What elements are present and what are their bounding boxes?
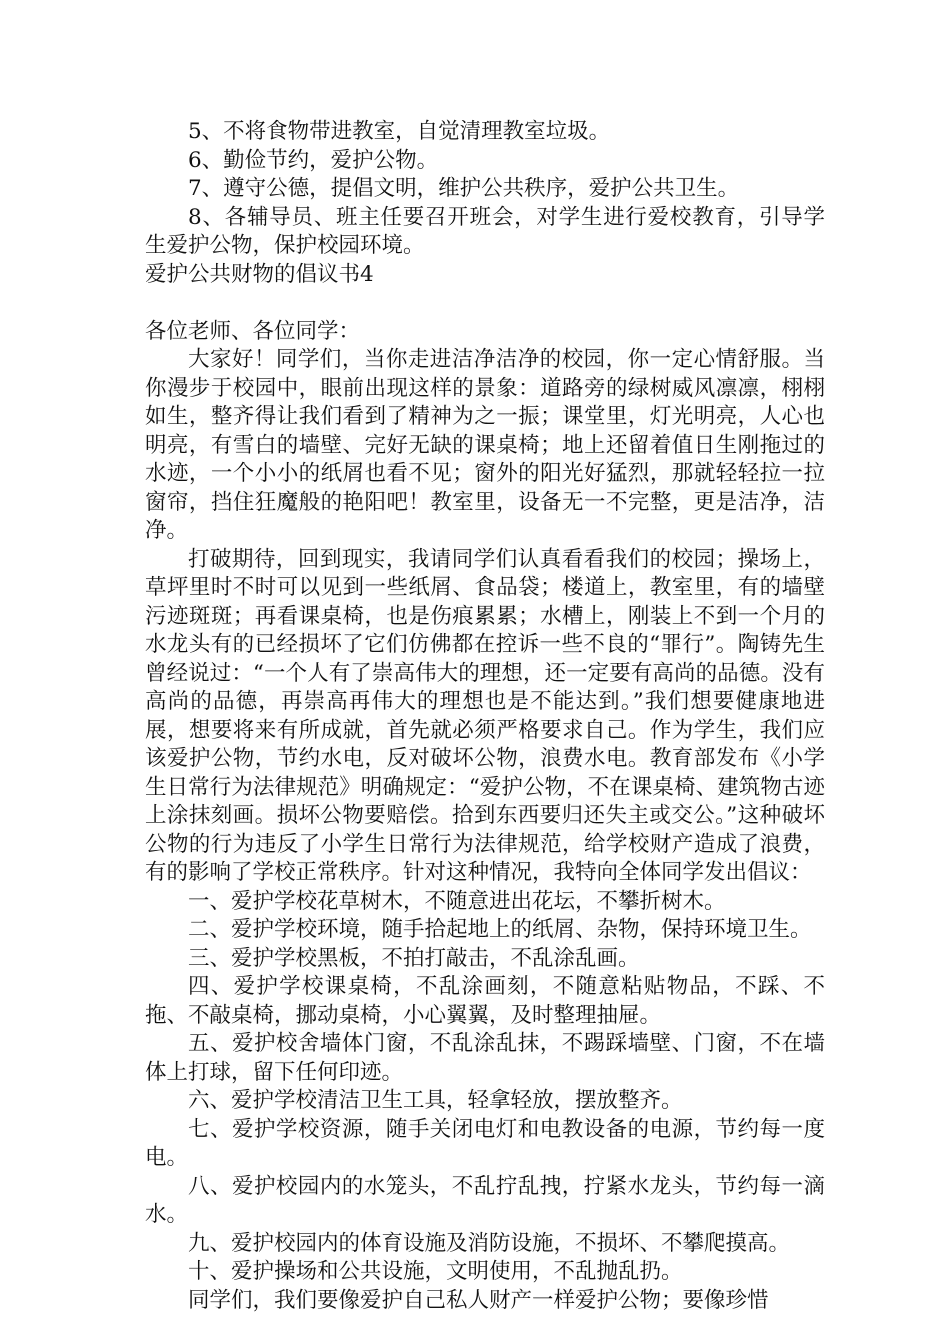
list-item: 四、爱护学校课桌椅，不乱涂画刻，不随意粘贴物品，不踩、不拖、不敲桌椅，挪动桌椅，小心翼翼，及时整理抽屉。 bbox=[145, 974, 825, 1028]
list-item: 六、爱护学校清洁卫生工具，轻拿轻放，摆放整齐。 bbox=[188, 1088, 683, 1113]
salutation: 各位老师、各位同学： bbox=[145, 318, 361, 344]
list-item: 7、遵守公德，提倡文明，维护公共秩序，爱护公共卫生。 bbox=[188, 176, 740, 201]
list-item: 五、爱护校舍墙体门窗，不乱涂乱抹，不踢踩墙壁、门窗，不在墙体上打球，留下任何印迹。 bbox=[145, 1031, 825, 1085]
list-item: 8、各辅导员、班主任要召开班会，对学生进行爱校教育，引导学生爱护公物，保护校园环境。 bbox=[145, 204, 825, 258]
list-item: 九、爱护校园内的体育设施及消防设施，不损坏、不攀爬摸高。 bbox=[188, 1230, 791, 1256]
paragraph: 大家好！同学们，当你走进洁净洁净的校园，你一定心情舒服。当你漫步于校园中，眼前出现这样的景象：道路旁的绿树威风凛凛，栩栩如生，整齐得让我们看到了精神为之一振；课堂里，灯光明亮，人心也明亮，有雪白的墙壁、完好无缺的课桌椅；地上还留着值日生刚拖过的水迹，一个小小的纸屑也看不见；窗外的阳光好猛烈，那就轻轻拉一拉窗帘，挡住狂魔般的艳阳吧！教室里，设备无一不完整，更是洁净，洁净。 bbox=[145, 347, 825, 543]
blank-line bbox=[145, 289, 825, 318]
section-title: 爱护公共财物的倡议书4 bbox=[145, 261, 374, 287]
paragraph: 同学们，我们要像爱护自己私人财产一样爱护公物；要像珍惜 bbox=[188, 1287, 769, 1313]
document-body bbox=[145, 118, 825, 1315]
list-item: 七、爱护学校资源，随手关闭电灯和电教设备的电源，节约每一度电。 bbox=[145, 1116, 825, 1170]
list-item: 八、爱护校园内的水笼头，不乱拧乱拽，拧紧水龙头，节约每一滴水。 bbox=[145, 1173, 825, 1227]
list-item: 6、勤俭节约，爱护公物。 bbox=[188, 147, 439, 173]
list-item: 十、爱护操场和公共设施，文明使用，不乱抛乱扔。 bbox=[188, 1259, 683, 1284]
list-item: 5、不将食物带进教室，自觉清理教室垃圾。 bbox=[188, 119, 611, 144]
list-item: 一、爱护学校花草树木，不随意进出花坛，不攀折树木。 bbox=[188, 888, 726, 914]
list-item: 二、爱护学校环境，随手拾起地上的纸屑、杂物，保持环境卫生。 bbox=[188, 917, 812, 942]
paragraph: 打破期待，回到现实，我请同学们认真看看我们的校园；操场上，草坪里时不时可以见到一些纸屑、食品袋；楼道上，教室里，有的墙壁污迹斑斑；再看课桌椅，也是伤痕累累；水槽上，刚装上不到一个月的水龙头有的已经损坏了它们仿佛都在控诉一些不良的“罪行”。陶铸先生曾经说过：“一个人有了崇高伟大的理想，还一定要有高尚的品德。没有高尚的品德，再崇高再伟大的理想也是不能达到。”我们想要健康地进展，想要将来有所成就，首先就必须严格要求自己。作为学生，我们应该爱护公物，节约水电，反对破坏公物，浪费水电。教育部发布《小学生日常行为法律规范》明确规定：“爱护公物，不在课桌椅、建筑物古迹上涂抹刻画。损坏公物要赔偿。拾到东西要归还失主或交公。”这种破坏公物的行为违反了小学生日常行为法律规范，给学校财产造成了浪费，有的影响了学校正常秩序。针对这种情况，我特向全体同学发出倡议： bbox=[145, 546, 825, 885]
list-item: 三、爱护学校黑板，不拍打敲击，不乱涂乱画。 bbox=[188, 945, 640, 971]
